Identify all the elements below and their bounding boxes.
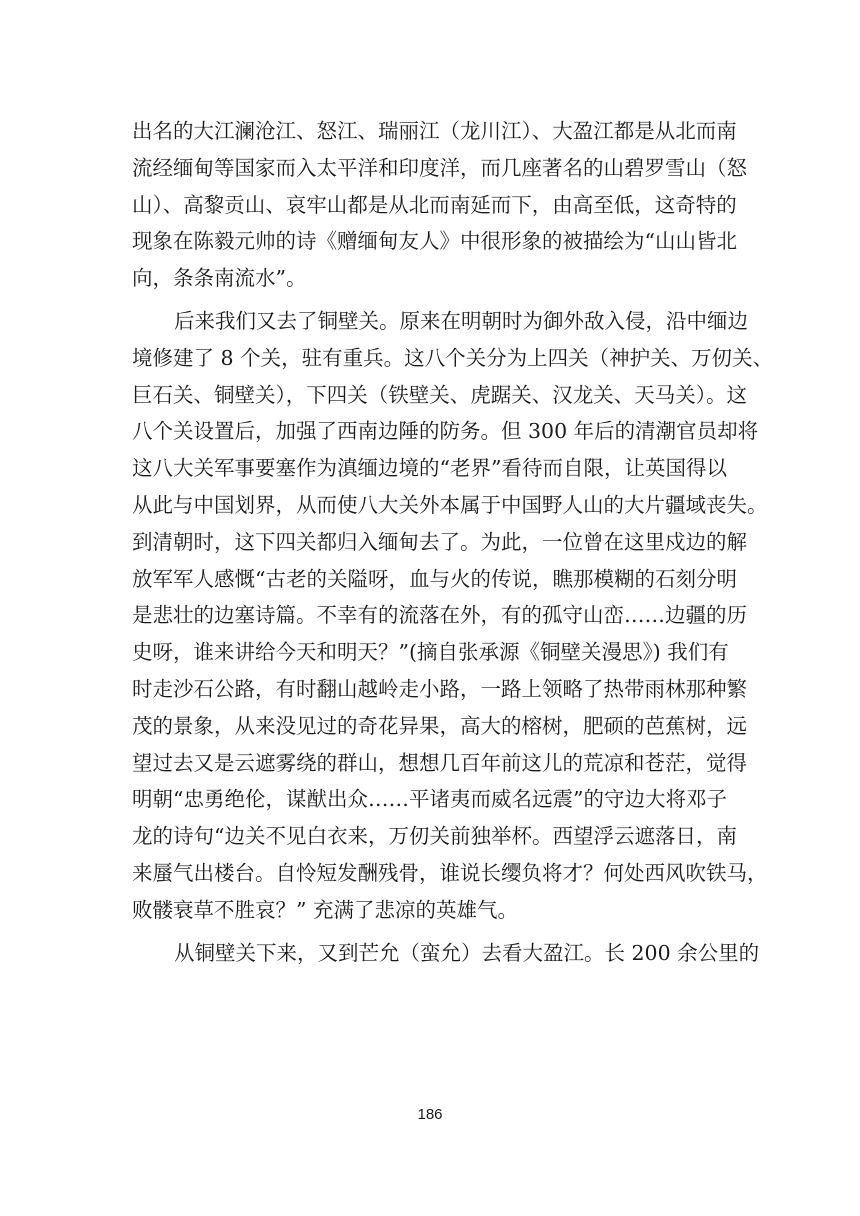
text-line: 后来我们又去了铜壁关。原来在明朝时为御外敌入侵，沿中缅边 (174, 308, 748, 333)
text-line: 来蜃气出楼台。自怜短发酬残骨，谁说长缨负将才？何处西风吹铁马， (132, 860, 768, 885)
text-line: 境修建了 8 个关，驻有重兵。这八个关分为上四关（神护关、万仞关、 (132, 345, 774, 370)
text-line: 是悲壮的边塞诗篇。不幸有的流落在外，有的孤守山峦……边疆的历 (132, 603, 747, 628)
body-text (132, 113, 774, 971)
page-number: 186 (417, 1106, 443, 1123)
text-line: 到清朝时，这下四关都归入缅甸去了。为此，一位曾在这里戍边的解 (132, 529, 747, 554)
text-line: 流经缅甸等国家而入太平洋和印度洋，而几座著名的山碧罗雪山（怒 (132, 155, 747, 180)
text-line: 从此与中国划界，从而使八大关外本属于中国野人山的大片疆域丧失。 (132, 492, 768, 517)
text-line: 山）、高黎贡山、哀牢山都是从北而南延而下，由高至低，这奇特的 (132, 192, 737, 217)
text-line: 史呀，谁来讲给今天和明天？”(摘自张承源《铜壁关漫思》) 我们有 (132, 640, 729, 665)
text-line: 败髅衰草不胜哀？” 充满了悲凉的英雄气。 (132, 897, 518, 922)
text-line: 八个关设置后，加强了西南边陲的防务。但 300 年后的清潮官员却将 (132, 419, 759, 444)
text-line: 向，条条南流水”。 (132, 266, 307, 291)
text-line: 放军军人感慨“古老的关隘呀，血与火的传说，瞧那模糊的石刻分明 (132, 566, 737, 591)
text-line: 明朝“忠勇绝伦，谋猷出众……平诸夷而威名远震”的守边大将邓子 (132, 787, 727, 812)
text-line: 时走沙石公路，有时翻山越岭走小路，一路上领略了热带雨林那种繁 (132, 676, 747, 701)
text-line: 现象在陈毅元帅的诗《赠缅甸友人》中很形象的被描绘为“山山皆北 (132, 229, 737, 254)
paragraph-2 (132, 303, 774, 929)
text-line: 茂的景象，从来没见过的奇花异果，高大的榕树，肥硕的芭蕉树，远 (132, 713, 747, 738)
paragraph-3 (132, 935, 760, 972)
text-line: 从铜壁关下来，又到芒允（蛮允）去看大盈江。长 200 余公里的 (174, 940, 760, 965)
text-line: 望过去又是云遮雾绕的群山，想想几百年前这儿的荒凉和苍茫，觉得 (132, 750, 747, 775)
text-line: 出名的大江澜沧江、怒江、瑞丽江（龙川江）、大盈江都是从北而南 (132, 119, 737, 143)
paragraph-1 (132, 113, 747, 297)
text-line: 巨石关、铜壁关），下四关（铁壁关、虎踞关、汉龙关、天马关）。这 (132, 382, 747, 407)
text-line: 这八大关军事要塞作为滇缅边境的“老界”看待而自限，让英国得以 (132, 456, 727, 481)
text-line: 龙的诗句“边关不见白衣来，万仞关前独举杯。西望浮云遮落日，南 (132, 824, 737, 849)
